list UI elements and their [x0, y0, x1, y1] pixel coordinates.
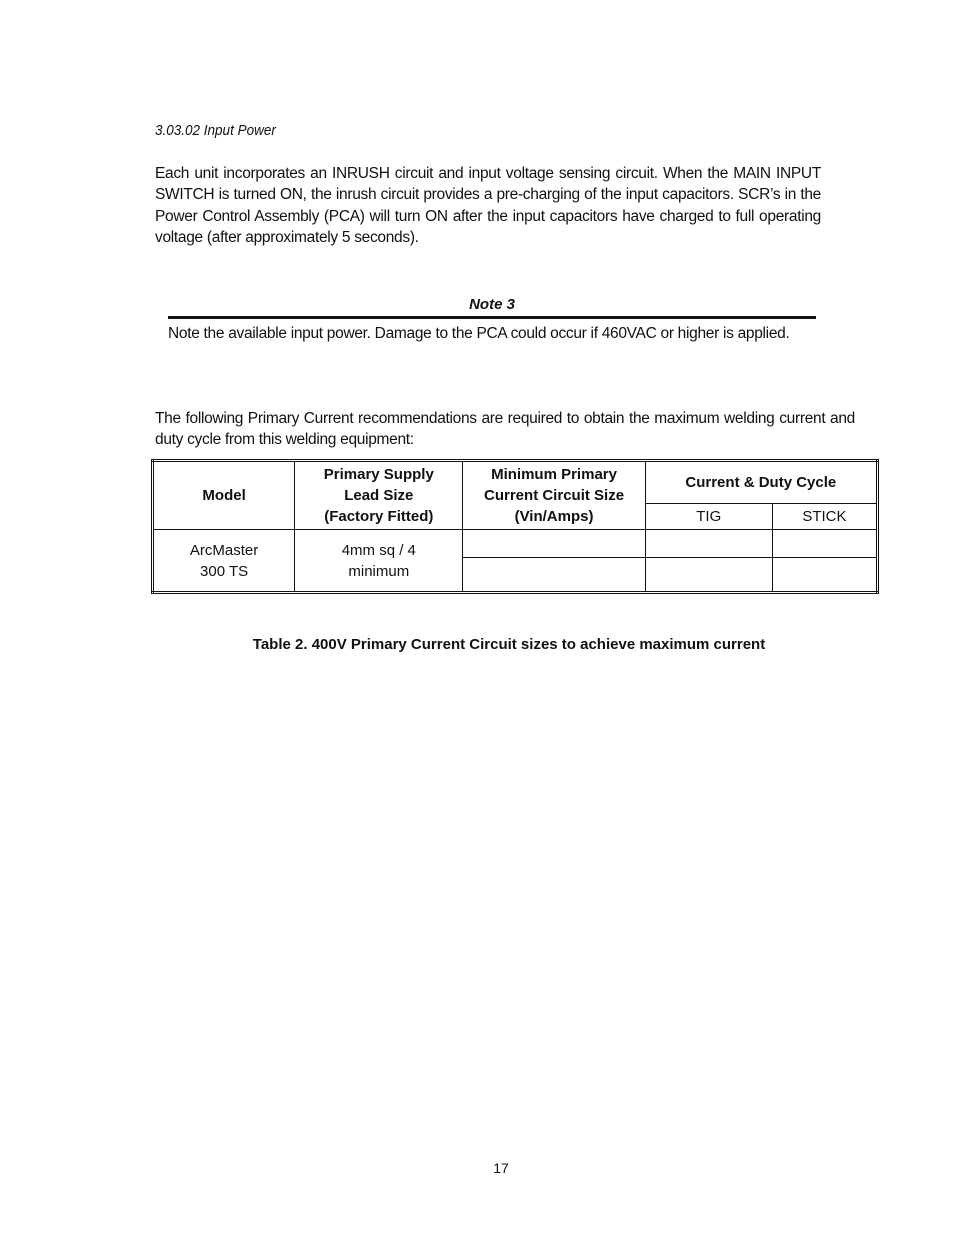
header-stick: STICK [772, 504, 877, 530]
primary-current-table [151, 459, 879, 594]
header-tig: TIG [645, 504, 772, 530]
cell-tig [645, 558, 772, 593]
table-caption: Table 2. 400V Primary Current Circuit sizes to achieve maximum current [252, 636, 766, 653]
page-number: 17 [493, 1160, 509, 1176]
section-title: 3.03.02 Input Power [155, 122, 276, 139]
table-row [153, 530, 878, 558]
cell-lead-size: 4mm sq / 4 minimum [295, 530, 463, 593]
cell-model: ArcMaster 300 TS [153, 530, 295, 593]
header-model: Model [153, 461, 295, 530]
header-circuit-size: Minimum Primary Current Circuit Size (Vin/Amps) [463, 461, 645, 530]
note-title: Note 3 [469, 296, 515, 313]
recommendation-paragraph: The following Primary Current recommendations are required to obtain the maximum welding current and duty cycle from this welding equipment: [155, 410, 855, 449]
note-text: Note the available input power. Damage to the PCA could occur if 460VAC or higher is applied. [168, 325, 790, 342]
cell-tig [645, 530, 772, 558]
cell-stick [772, 530, 877, 558]
cell-stick [772, 558, 877, 593]
cell-circuit [463, 530, 645, 558]
intro-paragraph: Each unit incorporates an INRUSH circuit and input voltage sensing circuit. When the MAIN INPUT SWITCH is turned ON, the inrush circuit provides a pre-charging of the input capacitors. SCR’s in the Power Control Assembly (PCA) will turn ON after the input capacitors have charged to full operating voltage (after approximately 5 seconds). [155, 165, 821, 246]
header-duty-cycle: Current & Duty Cycle [645, 461, 877, 504]
note-divider [168, 316, 816, 319]
cell-circuit [463, 558, 645, 593]
header-supply-lead: Primary Supply Lead Size (Factory Fitted) [295, 461, 463, 530]
